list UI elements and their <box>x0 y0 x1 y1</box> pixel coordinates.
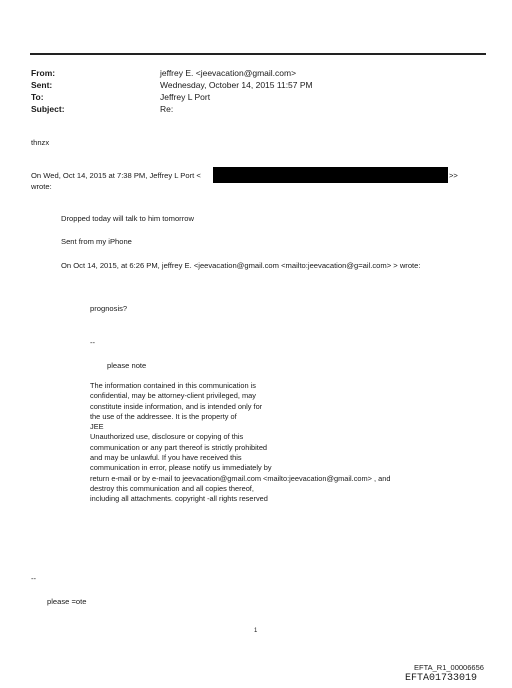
page-number: 1 <box>254 628 258 634</box>
message-dropped: Dropped today will talk to him tomorrow <box>61 214 194 223</box>
quote-header-wrote: wrote: <box>31 182 52 191</box>
disclaimer-line: destroy this communication and all copies thereof, <box>90 483 254 493</box>
to-value: Jeffrey L Port <box>160 92 211 102</box>
nested-quote-header: On Oct 14, 2015, at 6:26 PM, jeffrey E. <jeevacation@gmail.com <mailto:jeevacation@g=ail.com> > wrote: <box>61 261 421 270</box>
disclaimer-block <box>90 381 391 505</box>
disclaimer-line: return e-mail or by e-mail to jeevacation@gmail.com <mailto:jeevacation@gmail.com> , and <box>90 473 391 483</box>
signature-dashes: -- <box>90 338 96 347</box>
disclaimer-line: communication or any part thereof is strictly prohibited <box>90 442 268 452</box>
please-note-text: please note <box>107 361 147 370</box>
doc-id-primary: EFTA_R1_00006656 <box>414 663 484 672</box>
disclaimer-line: The information contained in this communication is <box>90 381 256 390</box>
redaction-bar <box>213 167 448 183</box>
message-sent-from: Sent from my iPhone <box>61 237 132 246</box>
to-label: To: <box>31 92 44 102</box>
quote-header-start: On Wed, Oct 14, 2015 at 7:38 PM, Jeffrey L Port < <box>31 171 201 180</box>
subject-label: Subject: <box>31 104 65 114</box>
prognosis-text: prognosis? <box>90 304 128 313</box>
header-divider <box>30 53 486 55</box>
disclaimer-line: and may be unlawful. If you have received this <box>90 453 242 463</box>
disclaimer-line: including all attachments. copyright -all rights reserved <box>90 494 268 504</box>
reply-text: thnzx <box>31 138 50 147</box>
quote-header-end: >> <box>449 171 458 180</box>
disclaimer-line: communication in error, please notify us immediately by <box>90 463 272 473</box>
from-value: jeffrey E. <jeevacation@gmail.com> <box>160 68 297 78</box>
sent-label: Sent: <box>31 80 53 90</box>
disclaimer-line: Unauthorized use, disclosure or copying of this <box>90 432 244 442</box>
sent-value: Wednesday, October 14, 2015 11:57 PM <box>160 80 313 90</box>
subject-value: Re: <box>160 104 174 114</box>
disclaimer-line: JEE <box>90 422 104 432</box>
doc-id-secondary: EFTA01733019 <box>405 673 478 684</box>
disclaimer-line: constitute inside information, and is intended only for <box>90 401 263 411</box>
signature-dashes-2: -- <box>31 574 37 583</box>
please-ote-text: please =ote <box>47 597 87 606</box>
disclaimer-line: the use of the addressee. It is the property of <box>90 411 237 421</box>
disclaimer-line: confidential, may be attorney-client privileged, may <box>90 391 256 401</box>
from-label: From: <box>31 68 56 78</box>
